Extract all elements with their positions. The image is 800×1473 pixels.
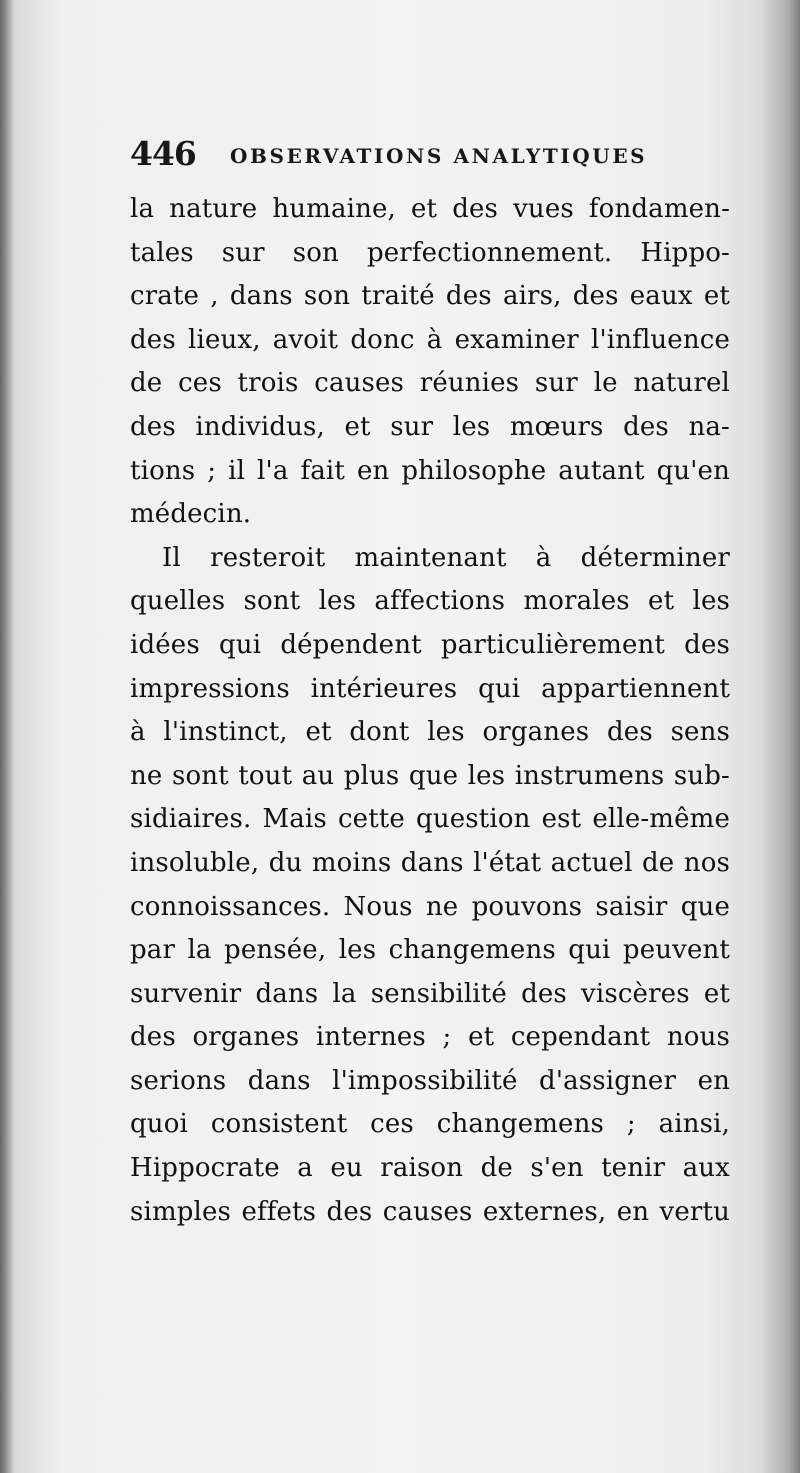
text-line: crate , dans son traité des airs, des eaux et	[130, 281, 730, 312]
text-line: Il resteroit maintenant à déterminer	[162, 542, 730, 573]
page-header	[130, 132, 730, 176]
text-line: serions dans l'impossibilité d'assigner en	[130, 1065, 730, 1096]
body-text	[130, 188, 730, 1234]
text-line: quelles sont les affections morales et les	[130, 586, 730, 617]
text-line: à l'instinct, et dont les organes des sens	[130, 717, 730, 748]
running-head: OBSERVATIONS ANALYTIQUES	[230, 144, 648, 168]
text-line: survenir dans la sensibilité des viscères et	[130, 978, 730, 1009]
paragraph-2	[130, 537, 730, 1235]
text-line: médecin.	[130, 499, 252, 530]
text-line: Hippocrate a eu raison de s'en tenir aux	[130, 1153, 730, 1184]
text-line: tions ; il l'a fait en philosophe autant qu'en	[130, 455, 730, 486]
text-line: simples effets des causes externes, en vertu	[130, 1196, 730, 1227]
text-line: de ces trois causes réunies sur le naturel	[130, 368, 730, 399]
text-line: quoi consistent ces changemens ; ainsi,	[130, 1109, 730, 1140]
text-line: idées qui dépendent particulièrement des	[130, 629, 730, 660]
blank-page-margin	[0, 1213, 800, 1473]
paragraph-1	[130, 188, 730, 537]
text-line: ne sont tout au plus que les instrumens sub-	[130, 760, 730, 791]
text-line: des organes internes ; et cependant nous	[130, 1022, 730, 1053]
text-line: sidiaires. Mais cette question est elle-même	[130, 804, 730, 835]
text-line: par la pensée, les changemens qui peuvent	[130, 935, 730, 966]
text-line: des individus, et sur les mœurs des na-	[130, 411, 730, 442]
text-line: impressions intérieures qui appartiennent	[130, 673, 730, 704]
text-line: des lieux, avoit donc à examiner l'influence	[130, 324, 730, 355]
text-line: connoissances. Nous ne pouvons saisir que	[130, 891, 730, 922]
page-number: 446	[130, 134, 196, 173]
text-line: tales sur son perfectionnement. Hippo-	[130, 237, 730, 268]
text-line: insoluble, du moins dans l'état actuel de nos	[130, 847, 730, 878]
text-line: la nature humaine, et des vues fondamen-	[130, 194, 730, 224]
